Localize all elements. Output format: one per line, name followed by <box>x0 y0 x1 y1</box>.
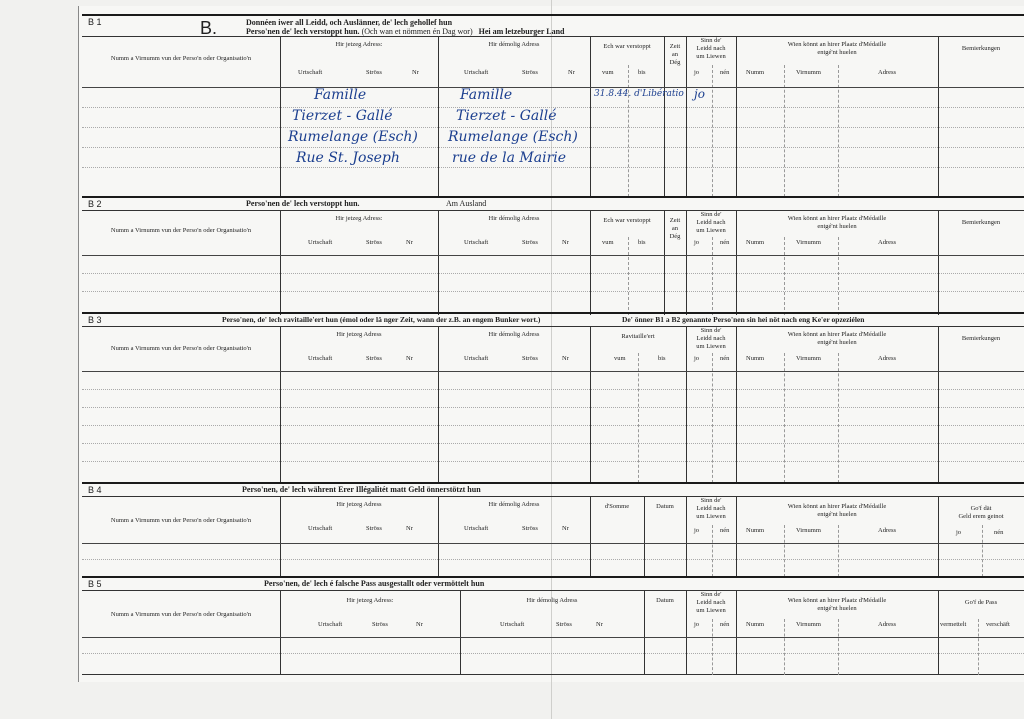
col-current-address: Hir jetzeg Adress: <box>346 597 394 604</box>
sub-address: Adress <box>878 355 897 362</box>
col-supplied: Ravitaille'ert <box>621 333 655 340</box>
sub-no: nén <box>720 355 730 362</box>
col-suffered-2: Leidd nach <box>696 219 726 226</box>
col-current-address: Hir jetzeg Adress: <box>335 41 383 48</box>
col-suffered-2: Leidd nach <box>696 45 726 52</box>
col-suffered-3: um Liewen <box>696 227 726 234</box>
col-current-address: Hir jetzeg Adress: <box>335 215 383 222</box>
section-title-place: Am Ausland <box>446 199 487 208</box>
section-id: B 2 <box>88 199 102 209</box>
col-suffered-3: um Liewen <box>696 53 726 60</box>
sub-to: bis <box>638 239 646 246</box>
col-current-address: Hir jetzeg Adress <box>336 501 382 508</box>
handwritten-name-2: Tierzet - Gallé <box>292 108 393 124</box>
section-title-place: Hei am letzeburger Land <box>478 27 565 36</box>
section-b2 <box>82 196 1024 314</box>
sub-nr: Nr <box>562 355 569 362</box>
section-title-main: Perso'nen de' lech verstoppt hun. <box>246 27 360 36</box>
sub-to: bis <box>638 69 646 76</box>
sub-street: Ströss <box>522 355 538 362</box>
sub-name: Numm <box>746 69 765 76</box>
col-former-address: Hir démolig Adress <box>526 597 578 604</box>
col-medal-1: Wien könnt an hirer Plaatz d'Médaille <box>787 331 887 338</box>
col-name-header: Numm a Virnumm vun der Perso'n oder Organisatio'n <box>110 517 252 524</box>
section-title: Perso'nen de' lech verstoppt hun. <box>246 199 360 208</box>
col-name-header: Numm a Virnumm vun der Perso'n oder Organisatio'n <box>110 345 252 352</box>
handwritten-name-4: Rue St. Joseph <box>296 150 400 166</box>
col-former-address: Hir démolig Adress <box>488 331 540 338</box>
handwritten-addr-3: Rumelange (Esch) <box>448 129 578 145</box>
sub-name: Numm <box>746 239 765 246</box>
handwritten-addr-4: rue de la Mairie <box>452 150 567 166</box>
sub-street: Ströss <box>366 69 382 76</box>
sub-street: Ströss <box>522 69 538 76</box>
col-medal-1: Wien könnt an hirer Plaatz d'Médaille <box>787 597 887 604</box>
col-sum: d'Somme <box>604 503 630 510</box>
sub-no: nén <box>720 69 730 76</box>
col-suffered-1: Sinn de' <box>700 37 722 44</box>
sub-yes: jo <box>956 529 962 536</box>
section-id: B 3 <box>88 315 102 325</box>
col-medal-2: entgé'nt huelen <box>817 339 857 346</box>
sub-from: vum <box>602 69 614 76</box>
sub-street: Ströss <box>366 525 382 532</box>
section-b1 <box>82 14 1024 196</box>
sub-place: Urtschaft <box>318 621 343 628</box>
section-title-line1: Donnéen iwer all Leidd, och Auslänner, de' lech gehollef hun <box>246 18 453 27</box>
sub-place: Urtschaft <box>308 239 333 246</box>
table-b1 <box>82 36 1024 197</box>
sub-nr: Nr <box>406 239 413 246</box>
col-name-header: Numm a Virnumm vun der Perso'n oder Organisatio'n <box>110 611 252 618</box>
sub-yes: jo <box>694 69 700 76</box>
col-money-1: Go'f dät <box>970 505 992 512</box>
col-current-address: Hir jetzeg Adress <box>336 331 382 338</box>
sub-yes: jo <box>694 621 700 628</box>
sub-name: Numm <box>746 621 765 628</box>
col-former-address: Hir démolig Adress <box>488 41 540 48</box>
col-date: Datum <box>656 503 674 510</box>
col-days: Zeit an Dég <box>669 43 681 66</box>
sub-no: nén <box>720 527 730 534</box>
col-suffered-3: um Liewen <box>696 513 726 520</box>
sub-yes: jo <box>694 527 700 534</box>
col-suffered-2: Leidd nach <box>696 599 726 606</box>
sub-firstname: Virnumm <box>796 239 821 246</box>
section-title-note: (Och wan et nömmen én Dag wor) <box>361 27 473 36</box>
sub-place: Urtschaft <box>308 355 333 362</box>
handwritten-yes: jo <box>694 87 705 101</box>
sub-street: Ströss <box>372 621 388 628</box>
sub-place: Urtschaft <box>464 69 489 76</box>
sub-nr: Nr <box>406 525 413 532</box>
col-medal-1: Wien könnt an hirer Plaatz d'Médaille <box>787 41 887 48</box>
sub-firstname: Virnumm <box>796 69 821 76</box>
col-date: Datum <box>656 597 674 604</box>
sub-nr: Nr <box>596 621 603 628</box>
col-hidden: Ech war verstoppt <box>603 217 651 224</box>
col-suffered-2: Leidd nach <box>696 505 726 512</box>
handwritten-name-1: Famille <box>314 87 367 103</box>
col-suffered-1: Sinn de' <box>700 497 722 504</box>
section-b5 <box>82 576 1024 675</box>
handwritten-addr-2: Tierzet - Gallé <box>456 108 557 124</box>
sub-place: Urtschaft <box>500 621 525 628</box>
section-title-note: De' önner B1 a B2 genannte Perso'nen sin hei nöt nach eng Ke'er opzeziélen <box>622 315 865 324</box>
sub-made: verschäft <box>986 621 1010 628</box>
sub-street: Ströss <box>366 239 382 246</box>
sub-name: Numm <box>746 527 765 534</box>
sub-to: bis <box>658 355 666 362</box>
sub-place: Urtschaft <box>464 355 489 362</box>
section-id: B 5 <box>88 579 102 589</box>
col-name-header: Numm a Virnumm vun der Perso'n oder Organisatio'n <box>110 227 252 234</box>
col-days: Zeit an Dég <box>669 217 681 240</box>
section-title: Perso'nen, de' lech währent Erer Illégalitét matt Geld önnerstötzt hun <box>242 485 481 494</box>
col-remarks: Bemierkungen <box>961 335 1001 342</box>
sub-nr: Nr <box>416 621 423 628</box>
sub-firstname: Virnumm <box>796 621 821 628</box>
col-name-header: Numm a Virnumm vun der Perso'n oder Organisatio'n <box>110 55 252 62</box>
sub-place: Urtschaft <box>308 525 333 532</box>
sub-place: Urtschaft <box>298 69 323 76</box>
sub-nr: Nr <box>568 69 575 76</box>
sub-address: Adress <box>878 239 897 246</box>
sub-yes: jo <box>694 355 700 362</box>
sub-no: nén <box>720 621 730 628</box>
sub-issued: vermettelt <box>940 621 967 628</box>
section-id: B 4 <box>88 485 102 495</box>
col-suffered-1: Sinn de' <box>700 591 722 598</box>
section-b4 <box>82 482 1024 576</box>
form-letter: B. <box>200 18 218 38</box>
section-title: Perso'nen, de' lech é falsche Pass ausgestallt oder vermöttelt hun <box>264 579 485 588</box>
sub-yes: jo <box>694 239 700 246</box>
table-b4 <box>82 496 1024 577</box>
table-b3 <box>82 326 1024 483</box>
handwritten-addr-1: Famille <box>460 87 513 103</box>
sub-street: Ströss <box>366 355 382 362</box>
col-money-2: Geld erem geinot <box>958 513 1004 520</box>
sub-nr: Nr <box>406 355 413 362</box>
sub-nr: Nr <box>562 239 569 246</box>
table-b2 <box>82 210 1024 315</box>
col-suffered-3: um Liewen <box>696 607 726 614</box>
col-former-address: Hir démolig Adress <box>488 215 540 222</box>
col-medal-1: Wien könnt an hirer Plaatz d'Médaille <box>787 215 887 222</box>
sub-nr: Nr <box>412 69 419 76</box>
section-id: B 1 <box>88 17 102 27</box>
sub-no: nén <box>720 239 730 246</box>
col-hidden: Ech war verstoppt <box>603 43 651 50</box>
col-remarks: Bemierkungen <box>961 219 1001 226</box>
col-suffered-2: Leidd nach <box>696 335 726 342</box>
col-remarks: Bemierkungen <box>961 45 1001 52</box>
col-pass: Go'f de Pass <box>964 599 998 606</box>
col-medal-2: entgé'nt huelen <box>817 223 857 230</box>
col-medal-2: entgé'nt huelen <box>817 511 857 518</box>
col-medal-1: Wien könnt an hirer Plaatz d'Médaille <box>787 503 887 510</box>
sub-street: Ströss <box>522 239 538 246</box>
sub-address: Adress <box>878 621 897 628</box>
sub-address: Adress <box>878 527 897 534</box>
sub-place: Urtschaft <box>464 239 489 246</box>
sub-no: nén <box>994 529 1004 536</box>
sub-address: Adress <box>878 69 897 76</box>
col-former-address: Hir démolig Adress <box>488 501 540 508</box>
sub-firstname: Virnumm <box>796 355 821 362</box>
col-medal-2: entgé'nt huelen <box>817 49 857 56</box>
section-title-line2 <box>246 27 564 36</box>
section-title: Perso'nen, de' lech ravitaille'ert hun (émol oder lä nger Zeit, wann der z.B. an engem Bunker wort.) <box>222 315 541 324</box>
sub-street: Ströss <box>556 621 572 628</box>
sub-place: Urtschaft <box>464 525 489 532</box>
section-b3 <box>82 312 1024 482</box>
col-suffered-1: Sinn de' <box>700 327 722 334</box>
sub-from: vum <box>614 355 626 362</box>
col-suffered-1: Sinn de' <box>700 211 722 218</box>
handwritten-name-3: Rumelange (Esch) <box>288 129 418 145</box>
col-medal-2: entgé'nt huelen <box>817 605 857 612</box>
table-b5 <box>82 590 1024 675</box>
sub-nr: Nr <box>562 525 569 532</box>
handwritten-date: 31.8.44. d'Libératio <box>594 89 684 99</box>
sub-firstname: Virnumm <box>796 527 821 534</box>
sub-name: Numm <box>746 355 765 362</box>
sub-from: vum <box>602 239 614 246</box>
col-suffered-3: um Liewen <box>696 343 726 350</box>
sub-street: Ströss <box>522 525 538 532</box>
